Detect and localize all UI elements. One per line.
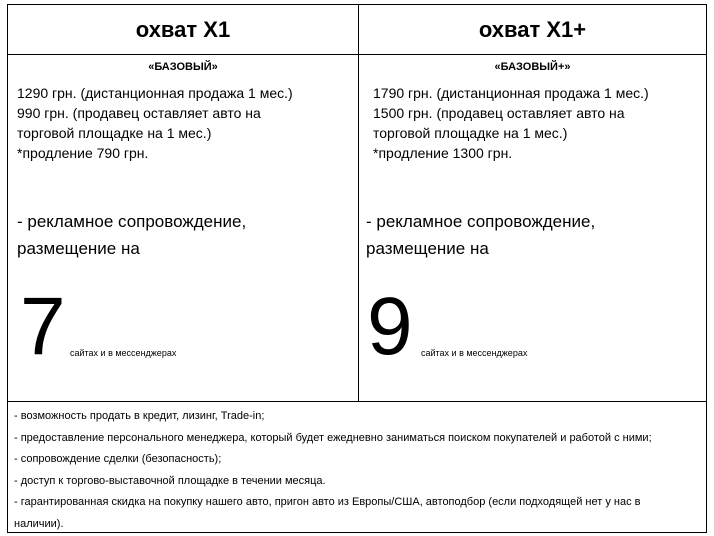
ad-block xyxy=(17,208,246,262)
price-line: 1500 грн. (продавец оставляет авто на xyxy=(373,105,625,121)
price-line: *продление 790 грн. xyxy=(17,145,149,161)
pricing-table xyxy=(7,4,707,533)
header-right: охват Х1+ xyxy=(478,16,587,42)
price-line: 1290 грн. (дистанционная продажа 1 мес.) xyxy=(17,85,293,101)
header-row xyxy=(7,4,707,55)
package-title: «БАЗОВЫЙ+» xyxy=(494,61,571,73)
price-line: торговой площадке на 1 мес.) xyxy=(373,125,568,141)
package-left xyxy=(8,54,359,401)
price-line: 990 грн. (продавец оставляет авто на xyxy=(17,105,261,121)
price-block xyxy=(17,83,293,163)
feature-item: - предоставление персонального менеджера, который будет ежедневно заниматься поиском покупателей и работой с ними; xyxy=(14,431,652,444)
package-right xyxy=(359,54,706,401)
site-count-note: сайтах и в мессенджерах xyxy=(70,348,177,358)
ad-line: размещение на xyxy=(366,239,489,258)
price-block xyxy=(373,83,649,163)
feature-item: - гарантированная скидка на покупку нашего авто, пригон авто из Европы/США, автоподбор (если подходящей нет у нас в xyxy=(14,496,641,508)
site-count: 7 xyxy=(20,281,66,372)
ad-line: - рекламное сопровождение, xyxy=(17,212,247,231)
site-count-note: сайтах и в мессенджерах xyxy=(421,348,528,358)
price-line: торговой площадке на 1 мес.) xyxy=(17,125,212,141)
ad-line: - рекламное сопровождение, xyxy=(366,212,596,231)
package-title: «БАЗОВЫЙ» xyxy=(148,61,218,73)
ad-block xyxy=(366,208,595,262)
price-line: 1790 грн. (дистанционная продажа 1 мес.) xyxy=(373,85,649,101)
feature-item: - возможность продать в кредит, лизинг, Trade-in; xyxy=(14,410,265,422)
feature-item: - сопровождение сделки (безопасность); xyxy=(14,453,222,465)
header-left: охват Х1 xyxy=(8,5,359,54)
price-line: *продление 1300 грн. xyxy=(373,145,513,161)
site-count: 9 xyxy=(367,281,413,372)
feature-item: - доступ к торгово-выставочной площадке в течении месяца. xyxy=(14,474,326,487)
packages-row xyxy=(7,54,707,402)
feature-item: наличии). xyxy=(14,517,64,530)
ad-line: размещение на xyxy=(17,239,140,258)
features-row xyxy=(7,401,707,533)
